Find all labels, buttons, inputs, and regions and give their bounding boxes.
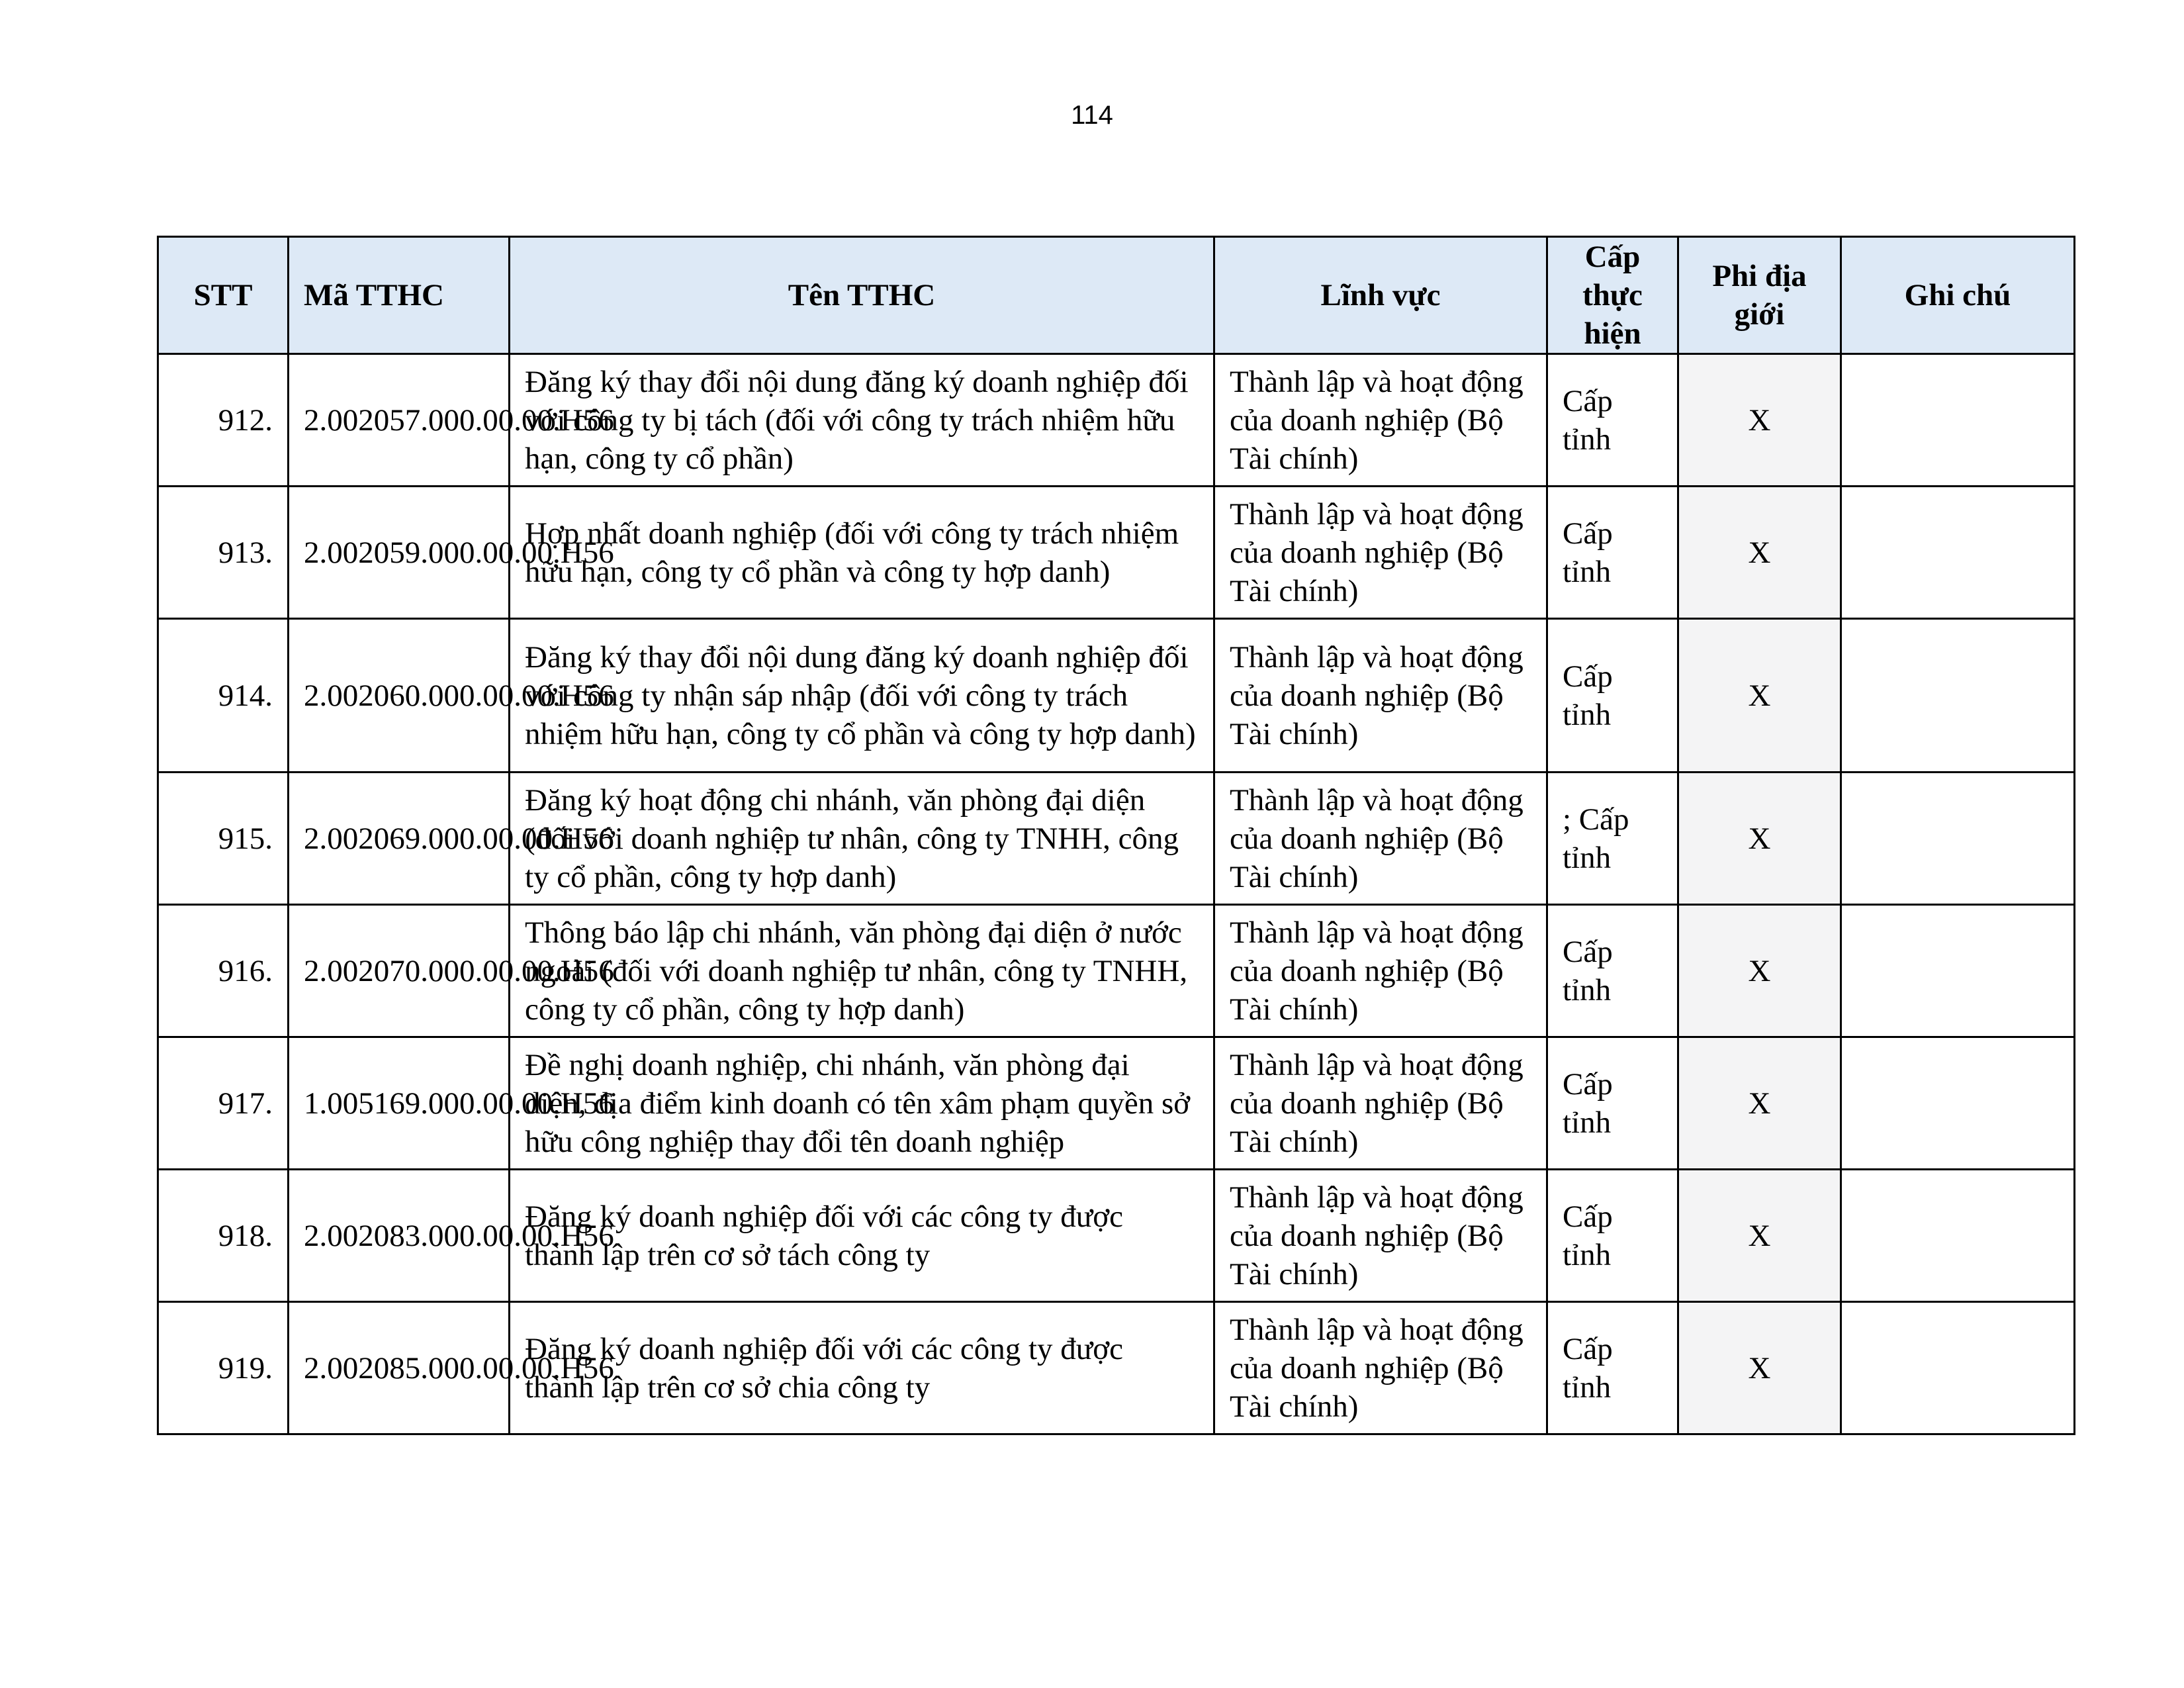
header-ma-tthc: Mã TTHC xyxy=(289,237,510,354)
header-ghi-chu: Ghi chú xyxy=(1841,237,2075,354)
cell-cap-thuc-hien: Cấp tỉnh xyxy=(1547,905,1678,1037)
header-linh-vuc: Lĩnh vực xyxy=(1214,237,1547,354)
cell-cap-thuc-hien: Cấp tỉnh xyxy=(1547,619,1678,773)
cell-linh-vuc: Thành lập và hoạt động của doanh nghiệp (Bộ Tài chính) xyxy=(1214,1302,1547,1434)
cell-ten-tthc: Hợp nhất doanh nghiệp (đối với công ty trách nhiệm hữu hạn, công ty cổ phần và công ty hợp danh) xyxy=(510,487,1214,619)
cell-phi-dia-gioi: X xyxy=(1678,1170,1841,1302)
table-row xyxy=(158,619,2075,773)
cell-ten-tthc: Đăng ký hoạt động chi nhánh, văn phòng đại diện (đối với doanh nghiệp tư nhân, công ty TNHH, công ty cổ phần, công ty hợp danh) xyxy=(510,773,1214,905)
cell-stt: 915. xyxy=(158,773,289,905)
cell-phi-dia-gioi: X xyxy=(1678,905,1841,1037)
table-row xyxy=(158,1037,2075,1170)
cell-ten-tthc: Đăng ký doanh nghiệp đối với các công ty được thành lập trên cơ sở tách công ty xyxy=(510,1170,1214,1302)
cell-ma-tthc: 2.002057.000.00.00.H56 xyxy=(289,354,510,487)
cell-phi-dia-gioi: X xyxy=(1678,1302,1841,1434)
cell-stt: 919. xyxy=(158,1302,289,1434)
cell-cap-thuc-hien: Cấp tỉnh xyxy=(1547,1302,1678,1434)
cell-linh-vuc: Thành lập và hoạt động của doanh nghiệp (Bộ Tài chính) xyxy=(1214,619,1547,773)
cell-linh-vuc: Thành lập và hoạt động của doanh nghiệp (Bộ Tài chính) xyxy=(1214,1170,1547,1302)
cell-ten-tthc: Đăng ký thay đổi nội dung đăng ký doanh nghiệp đối với công ty bị tách (đối với công ty trách nhiệm hữu hạn, công ty cổ phần) xyxy=(510,354,1214,487)
cell-ghi-chu xyxy=(1841,1170,2075,1302)
cell-ten-tthc: Đăng ký doanh nghiệp đối với các công ty được thành lập trên cơ sở chia công ty xyxy=(510,1302,1214,1434)
table-row xyxy=(158,1302,2075,1434)
cell-ten-tthc: Thông báo lập chi nhánh, văn phòng đại diện ở nước ngoài (đối với doanh nghiệp tư nhân, công ty TNHH, công ty cổ phần, công ty hợp danh) xyxy=(510,905,1214,1037)
cell-ten-tthc: Đề nghị doanh nghiệp, chi nhánh, văn phòng đại diện, địa điểm kinh doanh có tên xâm phạm quyền sở hữu công nghiệp thay đổi tên doanh nghiệp xyxy=(510,1037,1214,1170)
cell-ghi-chu xyxy=(1841,619,2075,773)
cell-stt: 918. xyxy=(158,1170,289,1302)
cell-phi-dia-gioi: X xyxy=(1678,773,1841,905)
table-row xyxy=(158,354,2075,487)
tthc-table xyxy=(157,236,2075,1435)
cell-ghi-chu xyxy=(1841,773,2075,905)
cell-cap-thuc-hien: Cấp tỉnh xyxy=(1547,354,1678,487)
cell-cap-thuc-hien: Cấp tỉnh xyxy=(1547,487,1678,619)
cell-ma-tthc: 2.002060.000.00.00.H56 xyxy=(289,619,510,773)
cell-phi-dia-gioi: X xyxy=(1678,354,1841,487)
cell-ten-tthc: Đăng ký thay đổi nội dung đăng ký doanh nghiệp đối với công ty nhận sáp nhập (đối với công ty trách nhiệm hữu hạn, công ty cổ phần và công ty hợp danh) xyxy=(510,619,1214,773)
header-stt: STT xyxy=(158,237,289,354)
cell-ma-tthc: 2.002070.000.00.00.H56 xyxy=(289,905,510,1037)
cell-phi-dia-gioi: X xyxy=(1678,619,1841,773)
cell-stt: 916. xyxy=(158,905,289,1037)
cell-ghi-chu xyxy=(1841,1037,2075,1170)
cell-phi-dia-gioi: X xyxy=(1678,1037,1841,1170)
header-ten-tthc: Tên TTHC xyxy=(510,237,1214,354)
cell-linh-vuc: Thành lập và hoạt động của doanh nghiệp (Bộ Tài chính) xyxy=(1214,354,1547,487)
header-row xyxy=(158,237,2075,354)
header-phi-dia-gioi: Phi địa giới xyxy=(1678,237,1841,354)
cell-linh-vuc: Thành lập và hoạt động của doanh nghiệp (Bộ Tài chính) xyxy=(1214,905,1547,1037)
cell-cap-thuc-hien: Cấp tỉnh xyxy=(1547,1037,1678,1170)
cell-phi-dia-gioi: X xyxy=(1678,487,1841,619)
cell-linh-vuc: Thành lập và hoạt động của doanh nghiệp (Bộ Tài chính) xyxy=(1214,1037,1547,1170)
cell-ghi-chu xyxy=(1841,1302,2075,1434)
cell-ghi-chu xyxy=(1841,487,2075,619)
table-row xyxy=(158,1170,2075,1302)
header-cap-thuc-hien: Cấp thực hiện xyxy=(1547,237,1678,354)
cell-cap-thuc-hien: ; Cấp tỉnh xyxy=(1547,773,1678,905)
cell-stt: 912. xyxy=(158,354,289,487)
cell-ma-tthc: 2.002059.000.00.00.H56 xyxy=(289,487,510,619)
cell-ma-tthc: 2.002083.000.00.00.H56 xyxy=(289,1170,510,1302)
cell-ghi-chu xyxy=(1841,905,2075,1037)
page-number: 114 xyxy=(1071,101,1113,130)
cell-cap-thuc-hien: Cấp tỉnh xyxy=(1547,1170,1678,1302)
cell-linh-vuc: Thành lập và hoạt động của doanh nghiệp (Bộ Tài chính) xyxy=(1214,773,1547,905)
cell-stt: 913. xyxy=(158,487,289,619)
cell-ghi-chu xyxy=(1841,354,2075,487)
table-row xyxy=(158,773,2075,905)
cell-stt: 917. xyxy=(158,1037,289,1170)
cell-linh-vuc: Thành lập và hoạt động của doanh nghiệp (Bộ Tài chính) xyxy=(1214,487,1547,619)
table-row xyxy=(158,487,2075,619)
cell-ma-tthc: 2.002085.000.00.00.H56 xyxy=(289,1302,510,1434)
cell-ma-tthc: 2.002069.000.00.00.H56 xyxy=(289,773,510,905)
cell-stt: 914. xyxy=(158,619,289,773)
table-row xyxy=(158,905,2075,1037)
cell-ma-tthc: 1.005169.000.00.00.H56 xyxy=(289,1037,510,1170)
